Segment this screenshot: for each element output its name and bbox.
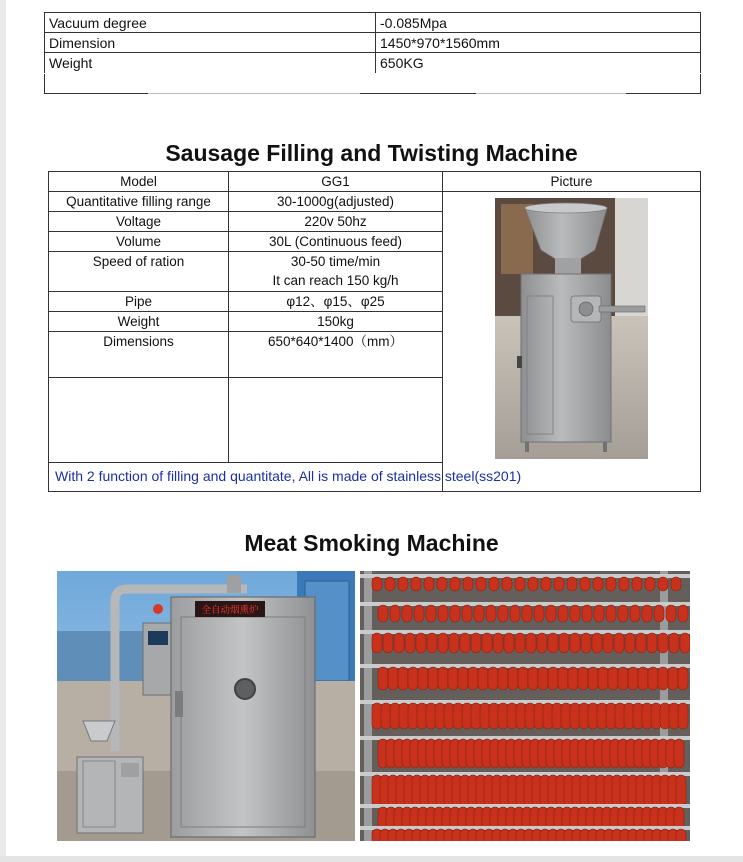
spec-value: 150kg (229, 312, 443, 332)
table-row (45, 33, 701, 53)
spec-value: 30L (Continuous feed) (229, 232, 443, 252)
note-text: With 2 function of filling and quantitate, All is made of stainless steel(ss201) (49, 463, 701, 492)
page-left-edge (0, 0, 6, 862)
picture-cell (443, 192, 701, 492)
spec-label: Vacuum degree (45, 13, 376, 33)
section-title-sausage: Sausage Filling and Twisting Machine (165, 140, 578, 166)
divider (148, 93, 360, 94)
spec-label: Dimension (45, 33, 376, 53)
smoking-oven-photo (57, 571, 355, 841)
sausage-filler-photo (495, 198, 648, 459)
spec-value: 220v 50hz (229, 212, 443, 232)
oven-display-sign: 全自动烟熏炉 (201, 605, 259, 616)
table-row (45, 13, 701, 33)
spec-label: Weight (49, 312, 229, 332)
spec-label: Pipe (49, 292, 229, 312)
spec-label: Voltage (49, 212, 229, 232)
header-cell: Model (49, 172, 229, 192)
spec-label: Speed of ration (49, 252, 229, 292)
sausage-rack-photo (360, 571, 690, 841)
speed-line-2: It can reach 150 kg/h (272, 273, 399, 288)
header-cell: Picture (443, 172, 701, 192)
table-row (49, 192, 701, 212)
top-spec-table (44, 12, 701, 73)
speed-line-1: 30-50 time/min (290, 254, 381, 269)
spec-label: Dimensions (49, 332, 229, 378)
page-bottom-edge (0, 856, 743, 862)
spec-label: Quantitative filling range (49, 192, 229, 212)
top-table-bottom-frame (44, 74, 701, 94)
table-row (45, 53, 701, 73)
spec-value (229, 252, 443, 292)
table-row (49, 172, 701, 192)
spec-value: 1450*970*1560mm (376, 33, 701, 53)
divider (476, 93, 626, 94)
sausage-spec-table (48, 171, 701, 492)
spec-label: Volume (49, 232, 229, 252)
section-title-smoking: Meat Smoking Machine (244, 530, 499, 556)
spec-value: φ12、φ15、φ25 (229, 292, 443, 312)
header-cell: GG1 (229, 172, 443, 192)
spec-value: 30-1000g(adjusted) (229, 192, 443, 212)
spec-label: Weight (45, 53, 376, 73)
empty-cell (229, 378, 443, 463)
spec-value: 650*640*1400（mm） (229, 332, 443, 378)
empty-cell (49, 378, 229, 463)
spec-value: -0.085Mpa (376, 13, 701, 33)
spec-value: 650KG (376, 53, 701, 73)
table-row (49, 463, 701, 492)
